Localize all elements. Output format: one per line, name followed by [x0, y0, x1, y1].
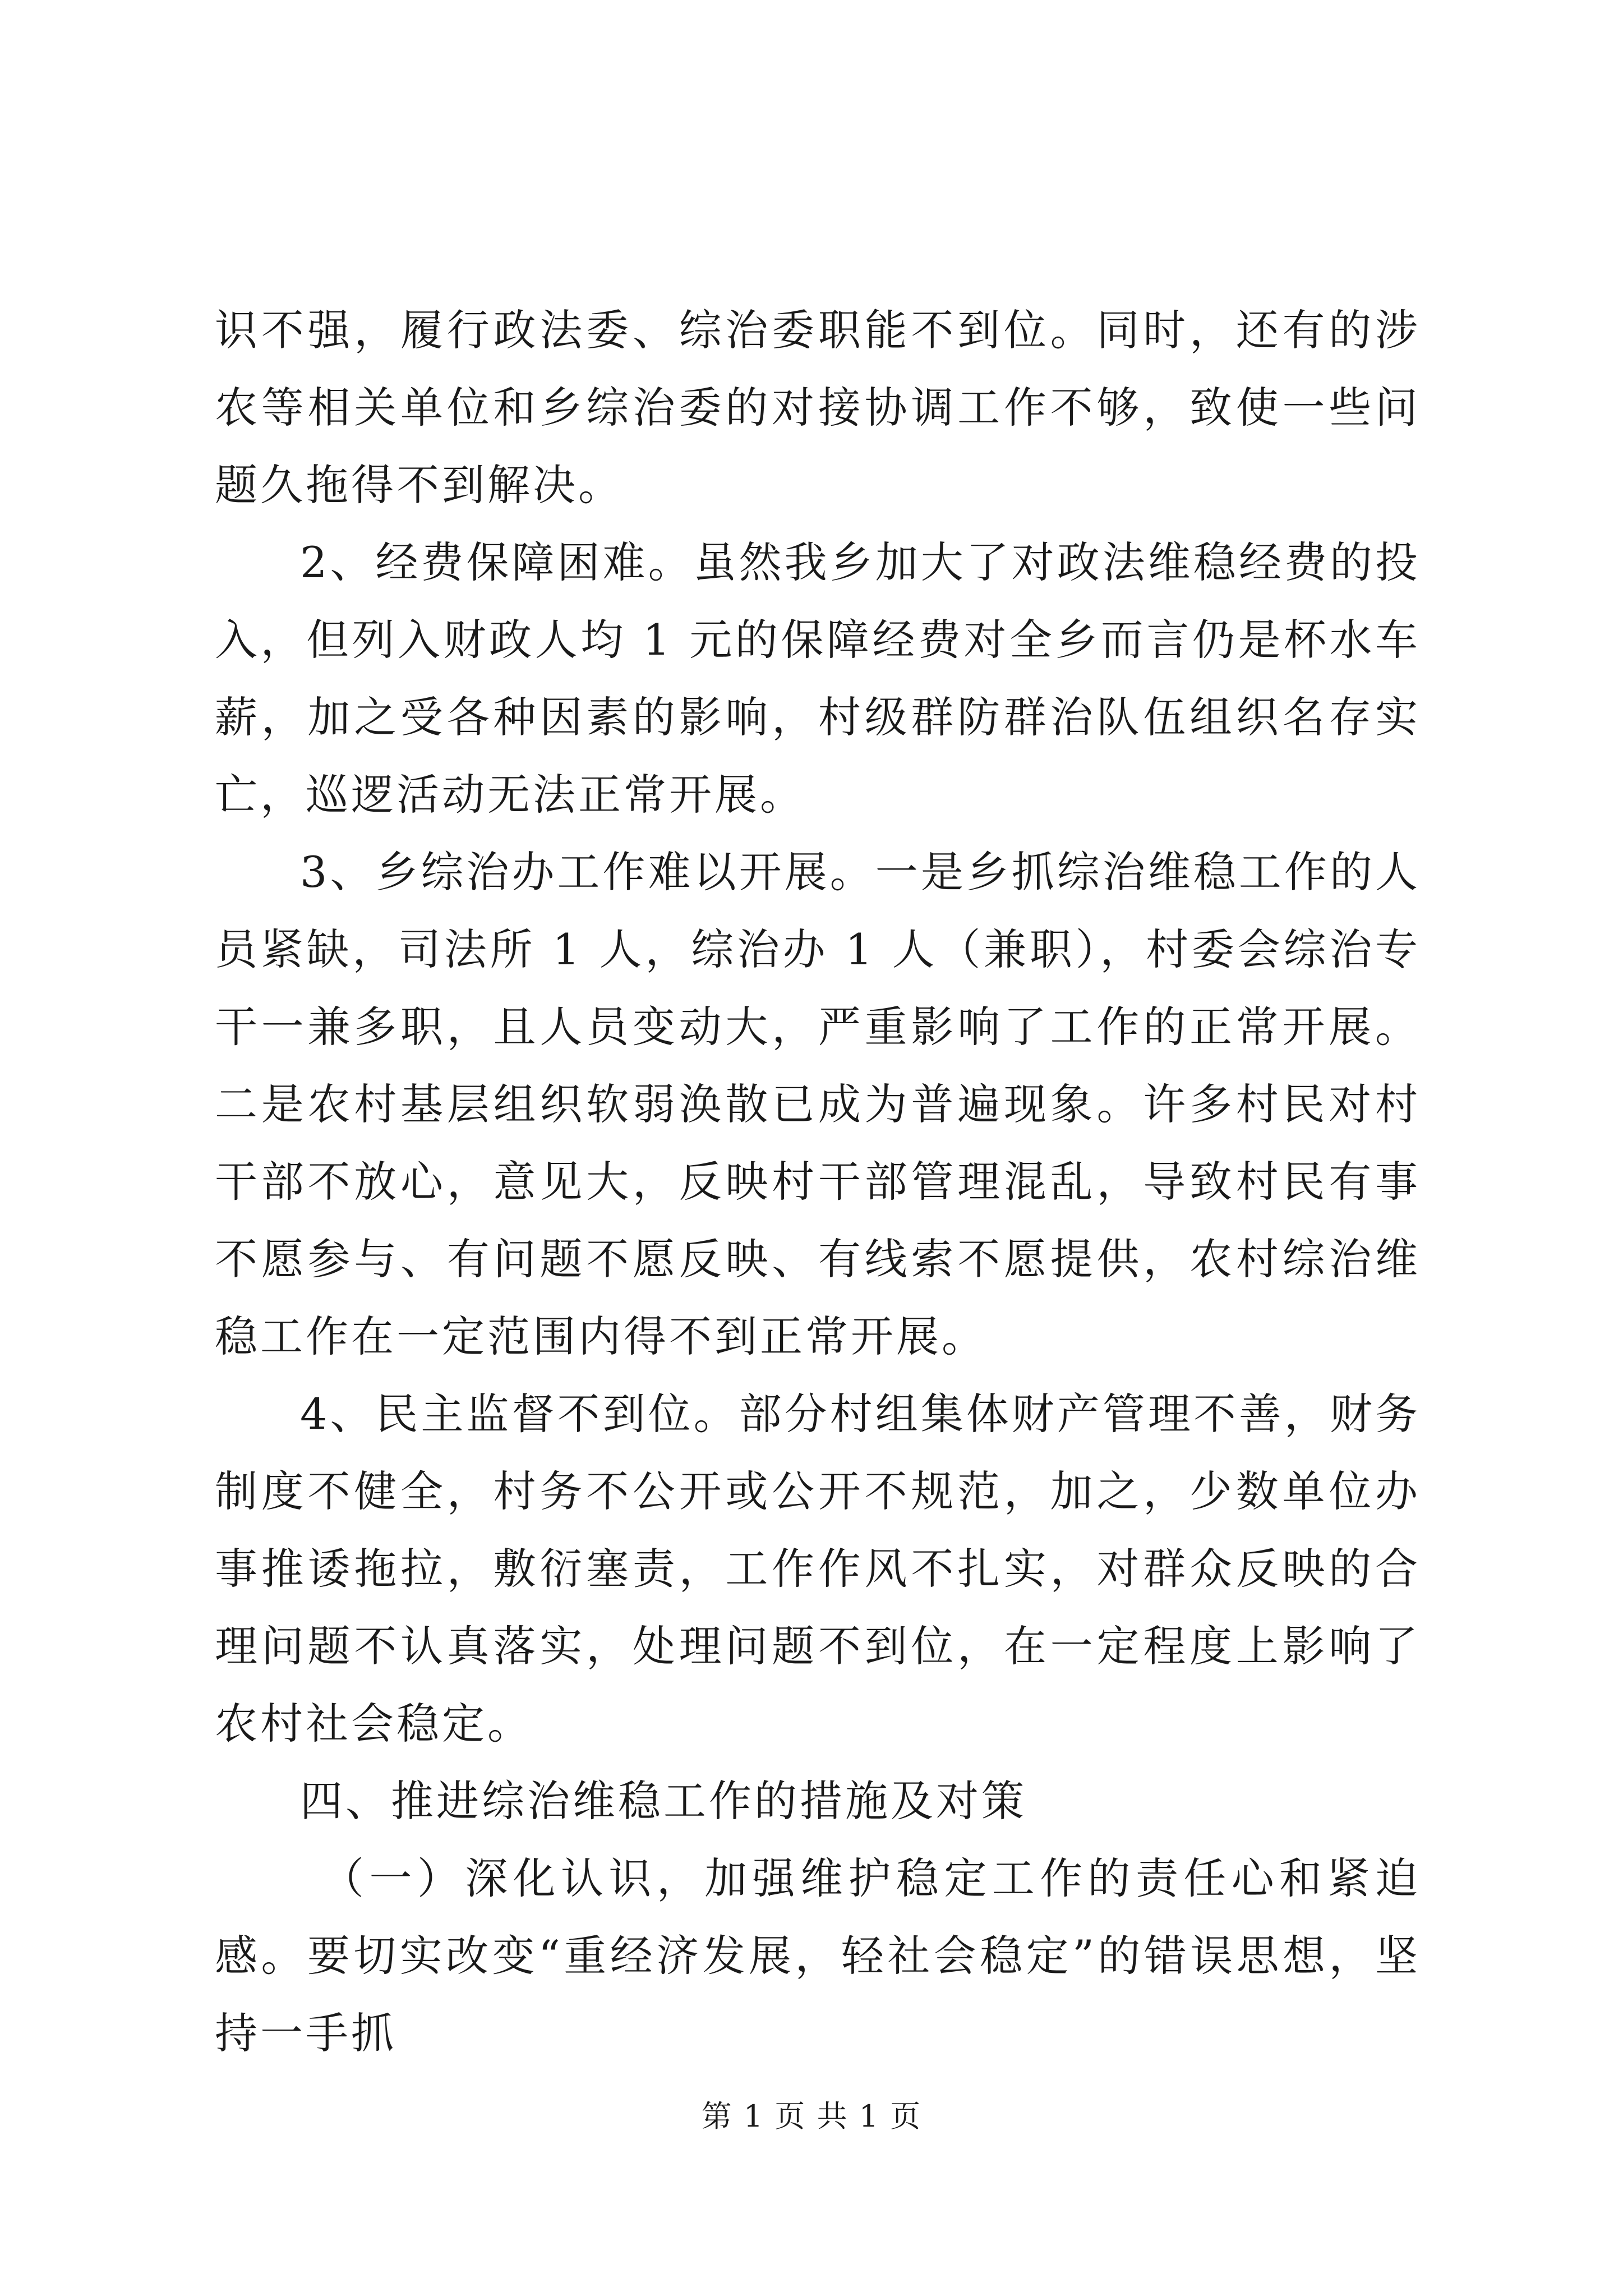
page-footer: 第 1 页 共 1 页	[701, 2099, 922, 2134]
section-heading: 四、推进综治维稳工作的措施及对策	[300, 1776, 1027, 1826]
paragraph-item-4: 4、民主监督不到位。部分村组集体财产管理不善，财务制度不健全，村务不公开或公开不规范，加之，少数单位办事推诿拖拉，敷衍塞责，工作作风不扎实，对群众反映的合理问题不认真落实，处理问题不到位，在一定程度上影响了农村社会稳定。	[215, 1389, 1421, 1749]
document-body	[215, 292, 1421, 2072]
paragraph-continuation: 识不强，履行政法委、综治委职能不到位。同时，还有的涉农等相关单位和乡综治委的对接协调工作不够，致使一些问题久拖得不到解决。	[215, 305, 1421, 510]
paragraph-item-3: 3、乡综治办工作难以开展。一是乡抓综治维稳工作的人员紧缺，司法所 1 人，综治办 1 人（兼职），村委会综治专干一兼多职，且人员变动大，严重影响了工作的正常开展。二是农村基层组织软弱涣散已成为普遍现象。许多村民对村干部不放心，意见大，反映村干部管理混乱，导致村民有事不愿参与、有问题不愿反映、有线索不愿提供，农村综治维稳工作在一定范围内得不到正常开展。	[215, 847, 1421, 1361]
paragraph-subsection-1: （一）深化认识，加强维护稳定工作的责任心和紧迫感。要切实改变“重经济发展，轻社会稳定”的错误思想，坚持一手抓	[215, 1853, 1421, 2058]
paragraph-item-2: 2、经费保障困难。虽然我乡加大了对政法维稳经费的投入，但列入财政人均 1 元的保障经费对全乡而言仍是杯水车薪，加之受各种因素的影响，村级群防群治队伍组织名存实亡，巡逻活动无法正常开展。	[215, 537, 1421, 820]
